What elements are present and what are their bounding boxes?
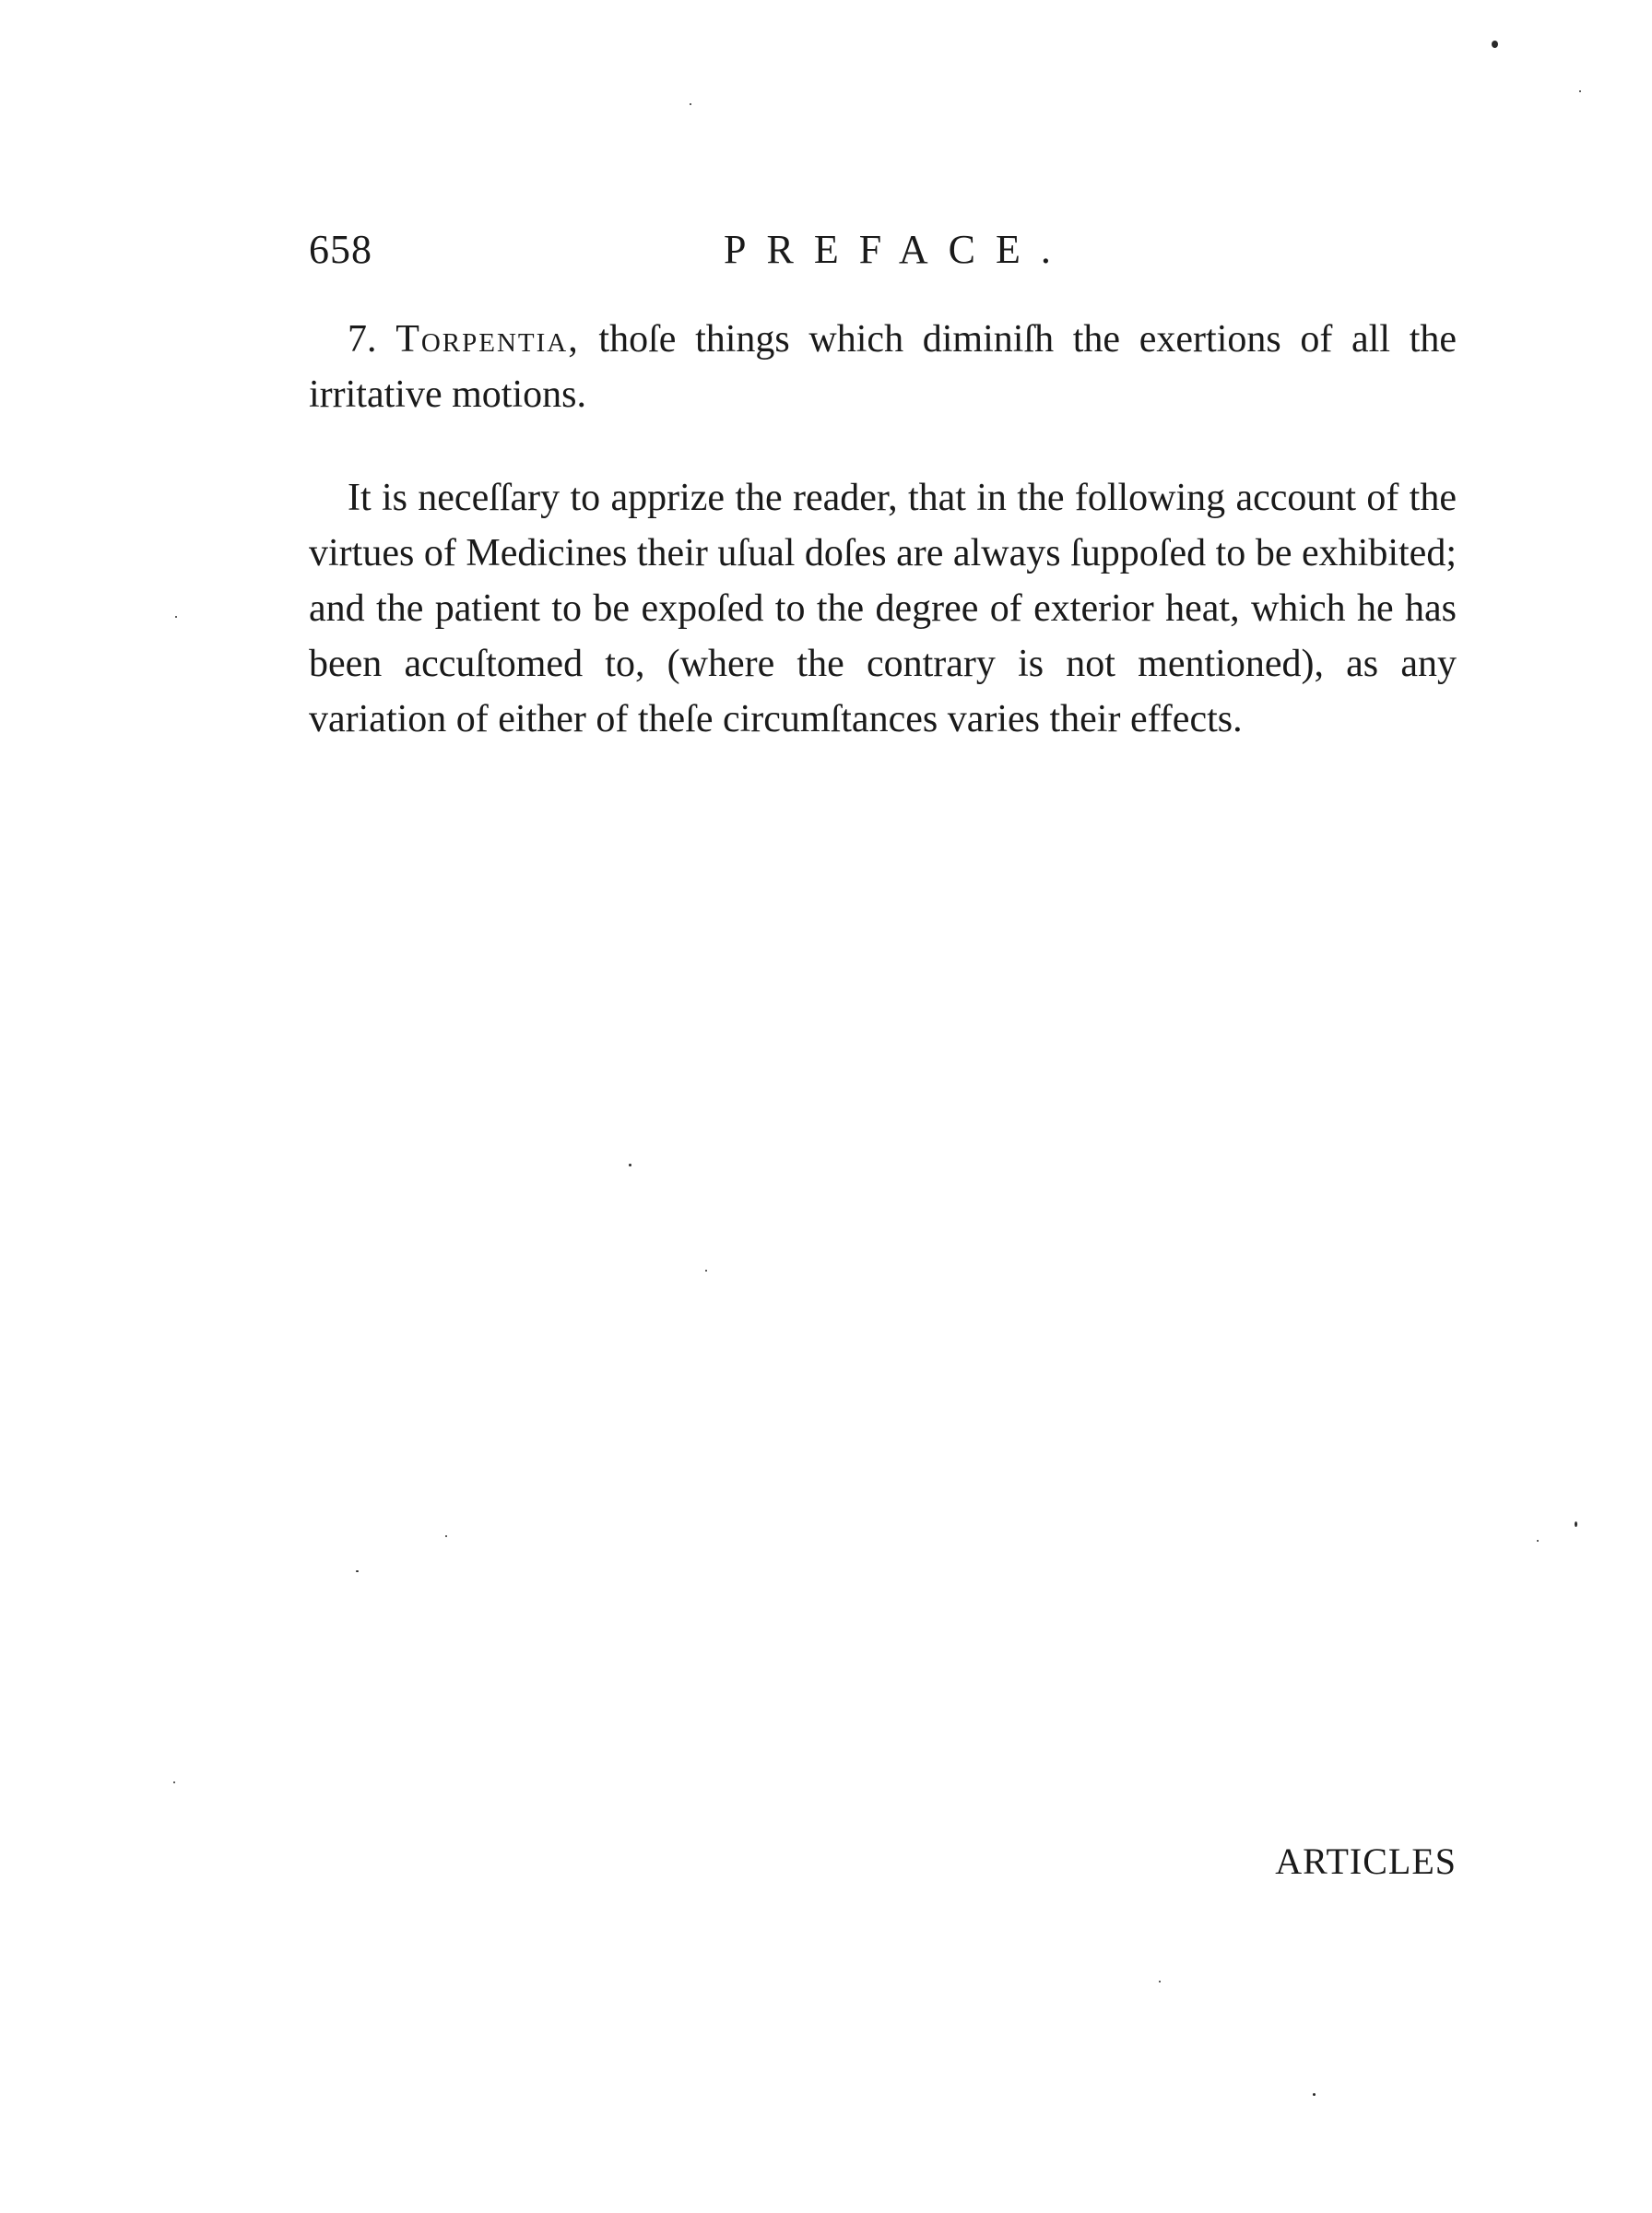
scan-speck [690, 103, 691, 105]
scan-speck [356, 1570, 359, 1572]
item-term: Torpentia, [395, 318, 580, 361]
scan-speck [175, 616, 177, 618]
scan-speck [173, 1781, 175, 1783]
item-number: 7. [348, 318, 377, 361]
scan-speck [1159, 1981, 1161, 1982]
scan-speck [629, 1164, 631, 1166]
page-number: 658 [309, 227, 372, 272]
scan-speck [445, 1535, 447, 1537]
scan-speck [705, 1270, 707, 1272]
running-head: PREFACE. [724, 227, 1071, 272]
paragraph-text: It is neceſſary to apprize the reader, that in the following account of the virtues of Medicines their uſual doſes are always ſuppoſed to be exhibited; and the patient to be expoſed to the degree of exterior heat, which he has been accuſtomed to, (where the contrary is not mentioned), as any variation of either of theſe circumſtances varies their effects. [309, 477, 1457, 740]
scan-speck [1313, 2093, 1316, 2096]
list-item-7 [309, 312, 1457, 422]
body-paragraph [309, 470, 1457, 747]
page-header [309, 226, 1457, 281]
scan-speck [1537, 1540, 1539, 1542]
catchword: ARTICLES [1275, 1840, 1457, 1882]
scan-speck [1492, 41, 1498, 48]
item-text: thoſe things which diminiſh the exertions of all the irritative motions. [309, 318, 1457, 416]
scan-speck [1575, 1521, 1577, 1527]
scan-speck [1579, 90, 1581, 92]
